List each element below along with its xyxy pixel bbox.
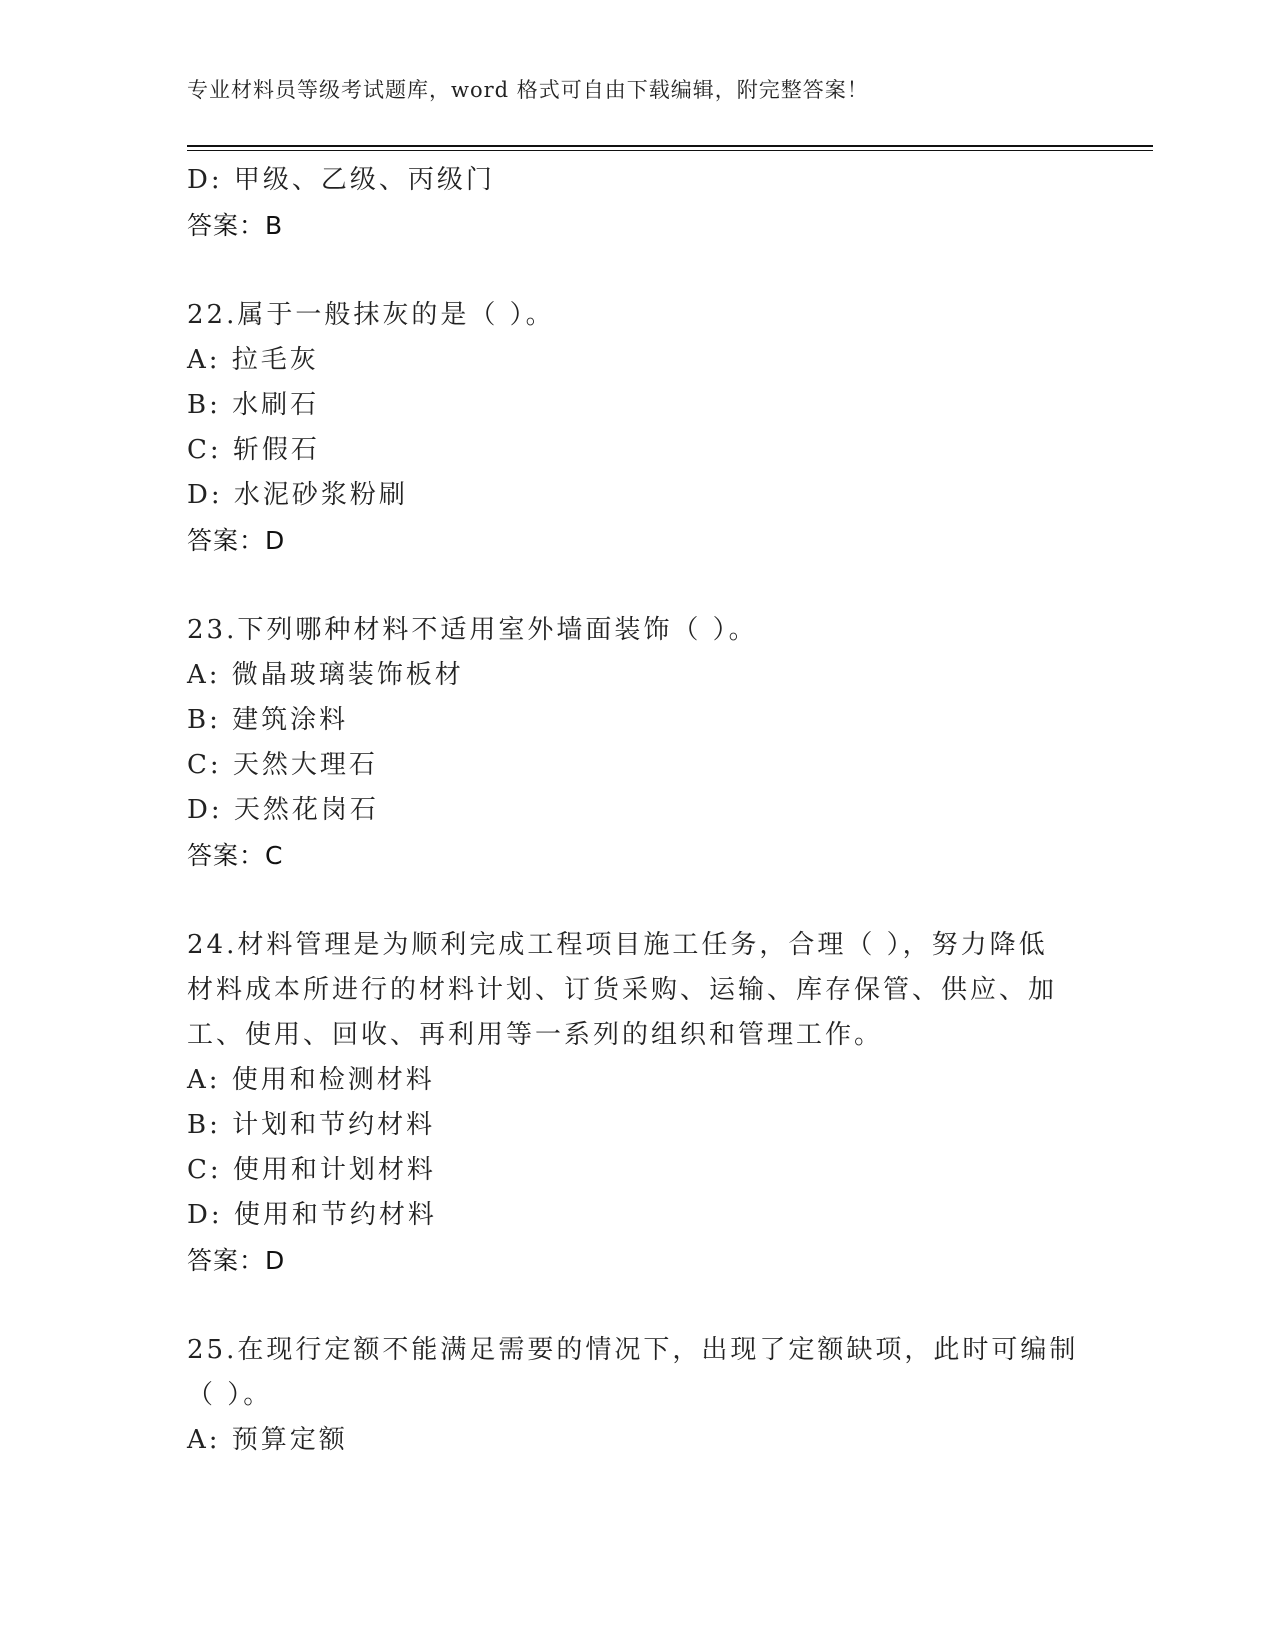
question-stem-line-1: 25.在现行定额不能满足需要的情况下，出现了定额缺项，此时可编制 [187,1335,1079,1365]
option-a: A: 预算定额 [187,1425,348,1455]
answer-line: 答案：C [187,841,284,870]
carryover-question [187,158,1087,248]
question-22 [187,293,1087,563]
option-b: B: 计划和节约材料 [187,1110,436,1140]
answer-line: 答案：D [187,1246,286,1275]
option-d: D: 水泥砂浆粉刷 [187,480,408,510]
option-a: A: 使用和检测材料 [187,1065,435,1095]
document-body [187,158,1087,1463]
option-a: A: 拉毛灰 [187,345,319,375]
question-24 [187,923,1087,1283]
option-b: B: 建筑涂料 [187,705,349,735]
option-c: C: 天然大理石 [187,750,378,780]
question-stem-line-2: （ ）。 [187,1380,273,1410]
option-b: B: 水刷石 [187,390,320,420]
header-divider [187,145,1153,151]
option-c: C: 使用和计划材料 [187,1155,436,1185]
answer-line: 答案：D [187,526,286,555]
question-stem: 23.下列哪种材料不适用室外墙面装饰（ ）。 [187,615,758,645]
question-stem: 22.属于一般抹灰的是（ ）。 [187,300,555,330]
option-d: D: 天然花岗石 [187,795,379,825]
answer-line: 答案：B [187,211,284,240]
question-stem-line-2: 材料成本所进行的材料计划、订货采购、运输、库存保管、供应、加 [187,975,1058,1005]
option-d: D: 甲级、乙级、丙级门 [187,165,495,195]
question-23 [187,608,1087,878]
option-c: C: 斩假石 [187,435,320,465]
page-header-title: 专业材料员等级考试题库，word 格式可自由下载编辑，附完整答案！ [187,78,869,102]
option-d: D: 使用和节约材料 [187,1200,437,1230]
question-25 [187,1328,1087,1463]
option-a: A: 微晶玻璃装饰板材 [187,660,464,690]
question-stem-line-1: 24.材料管理是为顺利完成工程项目施工任务，合理（ ），努力降低 [187,930,1048,960]
question-stem-line-3: 工、使用、回收、再利用等一系列的组织和管理工作。 [187,1020,884,1050]
